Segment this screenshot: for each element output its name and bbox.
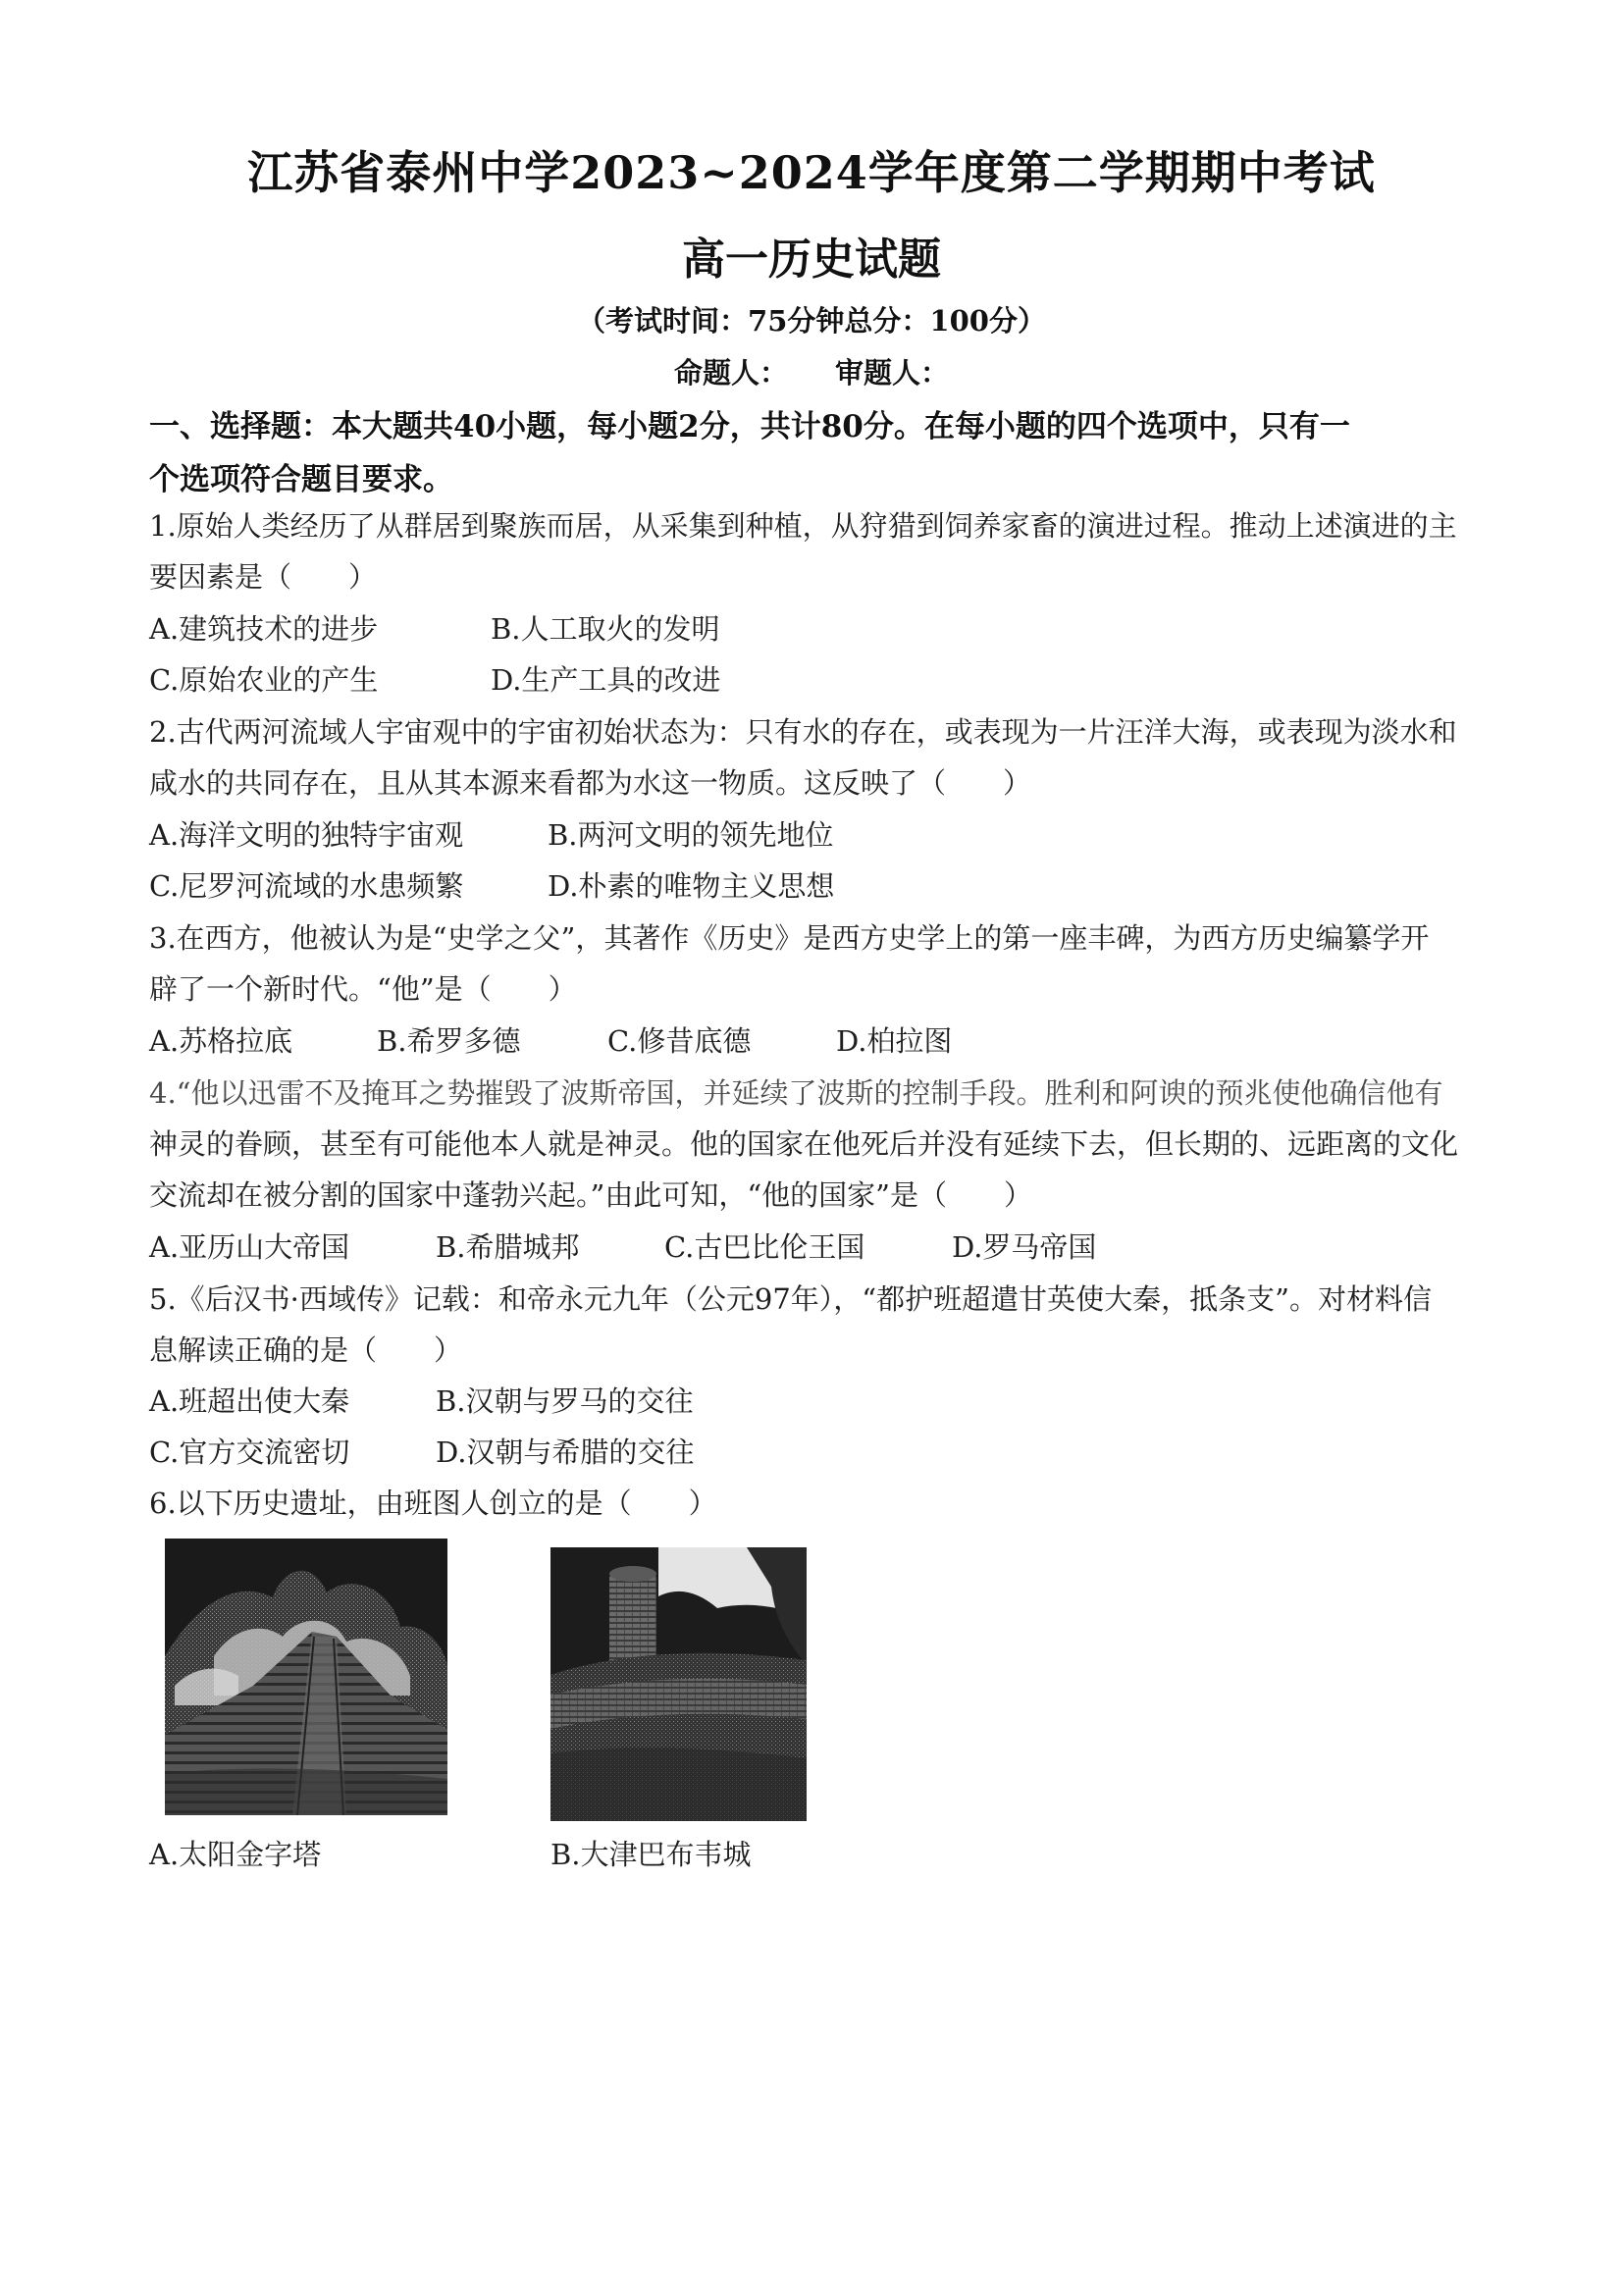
question-text: 2.古代两河流域人宇宙观中的宇宙初始状态为：只有水的存在，或表现为一片汪洋大海，或表现为淡水和 (149, 715, 1457, 749)
option-b[interactable]: B.希腊城邦 (436, 1230, 580, 1264)
option-a[interactable]: A.海洋文明的独特宇宙观 (149, 818, 464, 852)
section-instructions (149, 400, 1484, 506)
option-b[interactable]: B.大津巴布韦城 (550, 1838, 752, 1871)
option-b[interactable]: B.人工取火的发明 (491, 612, 720, 646)
question-text: 咸水的共同存在，且从其本源来看都为水这一物质。这反映了（ ） (149, 766, 1032, 800)
option-c[interactable]: C.尼罗河流域的水患频繁 (149, 869, 464, 903)
option-d[interactable]: D.生产工具的改进 (491, 663, 721, 697)
option-c[interactable]: C.官方交流密切 (149, 1435, 350, 1469)
question-text: 5.《后汉书·西域传》记载：和帝永元九年（公元97年），“都护班超遣甘英使大秦，抵条支”。对材料信 (149, 1282, 1432, 1316)
reviewer-label: 审题人： (835, 356, 950, 390)
authors-line (0, 351, 1623, 391)
question-text: 3.在西方，他被认为是“史学之父”，其著作《历史》是西方史学上的第一座丰碑，为西方历史编纂学开 (149, 921, 1430, 955)
question-text: 息解读正确的是（ ） (149, 1333, 463, 1367)
subject-title: 高一历史试题 (682, 235, 941, 285)
section-line: 个选项符合题目要求。 (149, 462, 453, 497)
option-a[interactable]: A.亚历山大帝国 (149, 1230, 350, 1264)
option-d[interactable]: D.柏拉图 (836, 1024, 953, 1058)
great-zimbabwe-photo (550, 1547, 807, 1821)
exam-title: 江苏省泰州中学2023~2024学年度第二学期期中考试 (247, 146, 1376, 199)
option-b[interactable]: B.两河文明的领先地位 (548, 818, 834, 852)
option-d[interactable]: D.朴素的唯物主义思想 (548, 869, 835, 903)
question-text: 1.原始人类经历了从群居到聚族而居，从采集到种植，从狩猎到饲养家畜的演进过程。推动上述演进的主 (149, 509, 1457, 543)
option-b[interactable]: B.希罗多德 (377, 1024, 521, 1058)
pyramid-of-the-sun-photo (165, 1539, 447, 1815)
option-d[interactable]: D.罗马帝国 (952, 1230, 1097, 1264)
question-text: 要因素是（ ） (149, 560, 378, 594)
question-text: 神灵的眷顾，甚至有可能他本人就是神灵。他的国家在他死后并没有延续下去，但长期的、远距离的文化 (149, 1127, 1459, 1161)
option-a[interactable]: A.班超出使大秦 (149, 1384, 350, 1418)
option-c[interactable]: C.原始农业的产生 (149, 663, 379, 697)
option-a[interactable]: A.建筑技术的进步 (149, 612, 379, 646)
question-text: 4.“他以迅雷不及掩耳之势摧毁了波斯帝国，并延续了波斯的控制手段。胜利和阿谀的预兆使他确信他有 (149, 1076, 1443, 1110)
option-d[interactable]: D.汉朝与希腊的交往 (436, 1435, 695, 1469)
option-c[interactable]: C.古巴比伦王国 (664, 1230, 865, 1264)
section-line: 一、选择题：本大题共40小题，每小题2分，共计80分。在每小题的四个选项中，只有一 (149, 409, 1350, 444)
option-b[interactable]: B.汉朝与罗马的交往 (436, 1384, 694, 1418)
question-text: 辟了一个新时代。“他”是（ ） (149, 972, 577, 1006)
question-text: 6.以下历史遗址，由班图人创立的是（ ） (149, 1487, 717, 1520)
author-label: 命题人： (673, 356, 788, 390)
option-a[interactable]: A.太阳金字塔 (149, 1838, 322, 1871)
exam-info: （考试时间：75分钟总分：100分） (577, 304, 1046, 338)
option-a[interactable]: A.苏格拉底 (149, 1024, 293, 1058)
question-text: 交流却在被分割的国家中蓬勃兴起。”由此可知，“他的国家”是（ ） (149, 1178, 1032, 1212)
option-c[interactable]: C.修昔底德 (607, 1024, 752, 1058)
